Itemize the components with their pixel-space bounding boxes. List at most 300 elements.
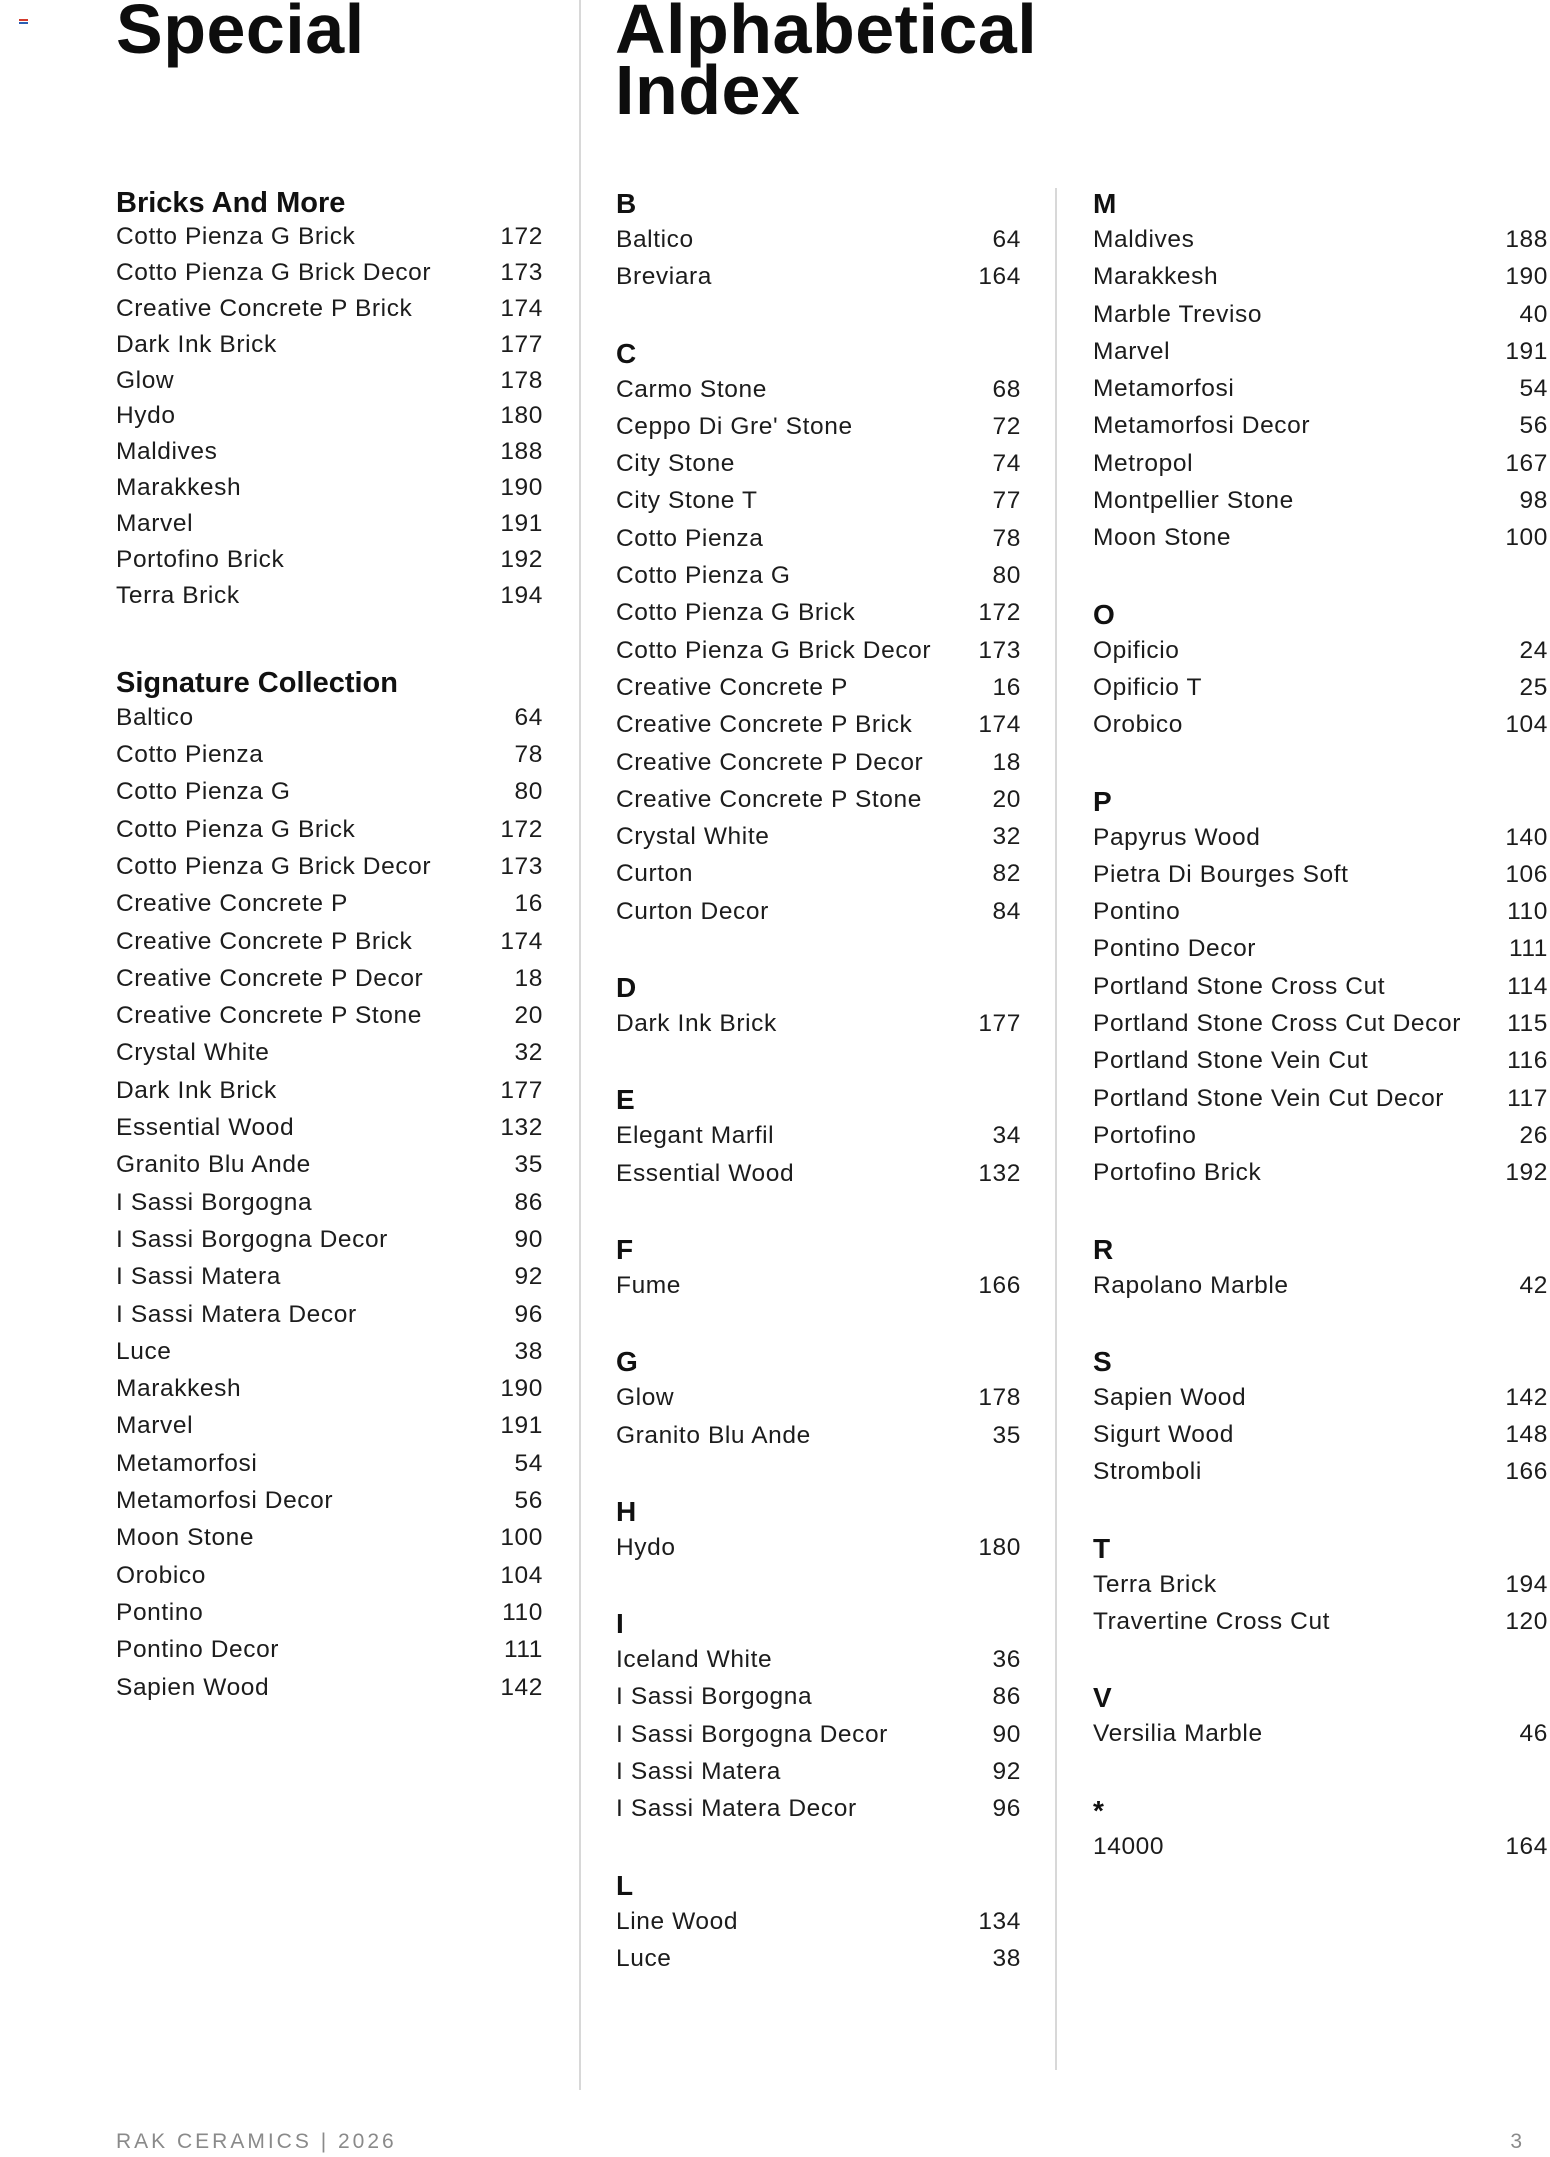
index-column-m-star bbox=[1093, 187, 1548, 1865]
entry-page: 110 bbox=[1507, 898, 1548, 926]
index-entry bbox=[116, 327, 543, 363]
entry-name: Cotto Pienza G bbox=[116, 778, 291, 806]
entry-page: 56 bbox=[1519, 412, 1548, 440]
entry-name: Pietra Di Bourges Soft bbox=[1093, 860, 1349, 888]
entry-name: Elegant Marfil bbox=[616, 1122, 775, 1150]
entry-page: 92 bbox=[514, 1263, 543, 1291]
entry-name: Essential Wood bbox=[116, 1114, 295, 1142]
entry-name: Curton Decor bbox=[616, 897, 769, 925]
index-entry bbox=[116, 1146, 543, 1183]
index-entry bbox=[1093, 1154, 1548, 1191]
entry-name: Papyrus Wood bbox=[1093, 823, 1261, 851]
title-line-1: Alphabetical bbox=[615, 0, 1038, 68]
letter-heading: O bbox=[1093, 598, 1115, 630]
index-entry bbox=[1093, 333, 1548, 370]
menu-icon bbox=[19, 19, 28, 25]
entry-page: 104 bbox=[500, 1561, 543, 1589]
index-entry bbox=[1093, 1715, 1548, 1752]
index-entry bbox=[116, 291, 543, 327]
entry-page: 96 bbox=[992, 1795, 1021, 1823]
entry-name: Opificio bbox=[1093, 636, 1180, 664]
index-entry bbox=[616, 221, 1021, 258]
index-entry bbox=[1093, 1603, 1548, 1640]
entry-name: I Sassi Borgogna Decor bbox=[116, 1225, 388, 1253]
entry-page: 111 bbox=[1508, 935, 1548, 963]
special-title: Special bbox=[116, 0, 365, 68]
entry-name: Creative Concrete P bbox=[616, 673, 848, 701]
entry-name: Marakkesh bbox=[116, 1375, 242, 1403]
special-column bbox=[116, 187, 543, 1706]
letter-heading: L bbox=[616, 1869, 634, 1901]
entry-name: Orobico bbox=[1093, 711, 1183, 739]
entry-page: 18 bbox=[992, 748, 1021, 776]
index-entry bbox=[616, 1903, 1021, 1940]
entry-name: Pontino bbox=[116, 1598, 204, 1626]
footer-brand: RAK CERAMICS | 2026 bbox=[116, 2130, 397, 2153]
entry-page: 188 bbox=[1505, 226, 1548, 253]
letter-heading: M bbox=[1093, 188, 1117, 219]
index-entry bbox=[1093, 1267, 1548, 1304]
entry-page: 42 bbox=[1519, 1271, 1548, 1299]
entry-name: Metropol bbox=[1093, 449, 1194, 477]
entry-name: Maldives bbox=[116, 438, 218, 466]
index-entry bbox=[616, 1417, 1021, 1454]
index-entry bbox=[1093, 893, 1548, 930]
entry-page: 100 bbox=[500, 1524, 543, 1552]
entry-name: Cotto Pienza G Brick bbox=[616, 599, 856, 627]
entry-page: 78 bbox=[992, 524, 1021, 552]
index-entry bbox=[116, 255, 543, 291]
entry-name: Dark Ink Brick bbox=[116, 330, 277, 358]
entry-name: Carmo Stone bbox=[616, 375, 767, 403]
entry-name: Sigurt Wood bbox=[1093, 1421, 1234, 1449]
entry-page: 173 bbox=[500, 258, 543, 286]
entry-name: Cotto Pienza G Brick bbox=[116, 815, 356, 843]
entry-name: 14000 bbox=[1093, 1832, 1165, 1860]
entry-page: 35 bbox=[514, 1151, 543, 1179]
entry-page: 84 bbox=[992, 897, 1021, 925]
entry-name: Marvel bbox=[116, 510, 194, 538]
index-entry bbox=[616, 781, 1021, 818]
entry-page: 90 bbox=[992, 1720, 1021, 1748]
entry-page: 16 bbox=[514, 890, 543, 918]
entry-name: Marble Treviso bbox=[1093, 300, 1263, 328]
title-line-2: Index bbox=[615, 51, 801, 129]
index-entry bbox=[1093, 856, 1548, 893]
entry-page: 38 bbox=[992, 1944, 1021, 1972]
entry-name: Metamorfosi bbox=[1093, 375, 1235, 403]
index-entry bbox=[116, 1221, 543, 1258]
index-entry bbox=[116, 1631, 543, 1668]
index-entry bbox=[116, 997, 543, 1034]
entry-page: 115 bbox=[1507, 1010, 1548, 1038]
index-entry bbox=[1093, 1117, 1548, 1154]
entry-page: 32 bbox=[992, 823, 1021, 851]
letter-heading: V bbox=[1093, 1682, 1112, 1714]
entry-page: 86 bbox=[992, 1683, 1021, 1711]
entry-page: 117 bbox=[1507, 1084, 1548, 1112]
entry-page: 174 bbox=[500, 294, 543, 322]
index-entry bbox=[1093, 1453, 1548, 1490]
entry-name: City Stone T bbox=[616, 487, 758, 515]
entry-page: 82 bbox=[992, 860, 1021, 888]
entry-name: I Sassi Borgogna bbox=[116, 1188, 313, 1216]
entry-name: Line Wood bbox=[616, 1907, 739, 1935]
entry-page: 38 bbox=[514, 1337, 543, 1365]
entry-page: 16 bbox=[992, 673, 1021, 701]
entry-page: 25 bbox=[1519, 673, 1548, 701]
entry-page: 54 bbox=[514, 1449, 543, 1477]
entry-page: 164 bbox=[1505, 1832, 1548, 1860]
entry-page: 34 bbox=[992, 1122, 1021, 1150]
index-entry bbox=[116, 1072, 543, 1109]
index-entry bbox=[616, 371, 1021, 408]
index-entry bbox=[616, 818, 1021, 855]
entry-page: 173 bbox=[978, 636, 1021, 664]
index-entry bbox=[1093, 482, 1548, 519]
entry-name: Crystal White bbox=[616, 823, 770, 851]
letter-heading: P bbox=[1093, 785, 1112, 817]
entry-name: Travertine Cross Cut bbox=[1093, 1608, 1331, 1636]
entry-page: 86 bbox=[514, 1188, 543, 1216]
entry-page: 167 bbox=[1505, 449, 1548, 477]
letter-heading: G bbox=[616, 1346, 638, 1378]
entry-page: 166 bbox=[978, 1271, 1021, 1299]
entry-name: Portofino Brick bbox=[1093, 1159, 1262, 1187]
letter-heading: H bbox=[616, 1495, 637, 1527]
entry-page: 18 bbox=[514, 964, 543, 992]
entry-name: Luce bbox=[116, 1337, 172, 1365]
index-entry bbox=[616, 1267, 1021, 1304]
entry-page: 26 bbox=[1519, 1121, 1548, 1149]
index-entry bbox=[1093, 519, 1548, 556]
entry-page: 190 bbox=[500, 474, 543, 502]
entry-page: 174 bbox=[500, 927, 543, 955]
entry-page: 104 bbox=[1505, 711, 1548, 739]
entry-page: 172 bbox=[978, 599, 1021, 627]
entry-page: 110 bbox=[502, 1598, 543, 1626]
index-entry bbox=[616, 1379, 1021, 1416]
index-entry bbox=[116, 1445, 543, 1482]
entry-page: 142 bbox=[500, 1673, 543, 1701]
entry-name: Pontino Decor bbox=[116, 1636, 280, 1664]
entry-page: 166 bbox=[1505, 1458, 1548, 1486]
index-entry bbox=[1093, 407, 1548, 444]
entry-page: 32 bbox=[514, 1039, 543, 1067]
entry-page: 177 bbox=[500, 330, 543, 358]
entry-page: 40 bbox=[1519, 300, 1548, 328]
index-entry bbox=[1093, 632, 1548, 669]
letter-heading: I bbox=[616, 1608, 624, 1640]
entry-page: 148 bbox=[1505, 1421, 1548, 1449]
entry-name: Fume bbox=[616, 1271, 682, 1299]
index-entry bbox=[616, 1641, 1021, 1678]
entry-name: Glow bbox=[616, 1384, 675, 1412]
index-entry bbox=[1093, 968, 1548, 1005]
entry-page: 164 bbox=[978, 263, 1021, 291]
index-entry bbox=[116, 578, 543, 614]
section-heading: Bricks And More bbox=[116, 187, 346, 219]
entry-name: Curton bbox=[616, 860, 694, 888]
entry-name: Iceland White bbox=[616, 1646, 773, 1674]
index-entry bbox=[116, 811, 543, 848]
entry-name: City Stone bbox=[616, 450, 736, 478]
index-entry bbox=[616, 855, 1021, 892]
entry-name: Hydo bbox=[616, 1533, 676, 1561]
index-entry bbox=[116, 1296, 543, 1333]
entry-page: 172 bbox=[500, 223, 543, 250]
entry-name: Marakkesh bbox=[1093, 263, 1219, 291]
index-entry bbox=[1093, 370, 1548, 407]
entry-name: Cotto Pienza G Brick Decor bbox=[116, 852, 432, 880]
entry-page: 116 bbox=[1507, 1047, 1548, 1075]
index-entry bbox=[116, 848, 543, 885]
entry-name: Maldives bbox=[1093, 226, 1195, 253]
index-entry bbox=[116, 398, 543, 434]
entry-name: Creative Concrete P Decor bbox=[116, 964, 424, 992]
entry-name: Creative Concrete P Brick bbox=[616, 711, 913, 739]
index-entry bbox=[616, 1005, 1021, 1042]
entry-page: 24 bbox=[1519, 636, 1548, 664]
entry-page: 20 bbox=[514, 1002, 543, 1030]
entry-name: Metamorfosi bbox=[116, 1449, 258, 1477]
index-column-b-l bbox=[616, 187, 1021, 1977]
entry-page: 174 bbox=[978, 711, 1021, 739]
entry-page: 190 bbox=[500, 1375, 543, 1403]
index-entry bbox=[616, 594, 1021, 631]
entry-name: Granito Blu Ande bbox=[116, 1151, 311, 1179]
entry-page: 177 bbox=[500, 1076, 543, 1104]
index-entry bbox=[116, 542, 543, 578]
entry-name: Sapien Wood bbox=[1093, 1383, 1247, 1411]
entry-name: Terra Brick bbox=[116, 581, 240, 609]
letter-heading: E bbox=[616, 1084, 635, 1116]
index-entry bbox=[1093, 706, 1548, 743]
entry-name: Creative Concrete P Brick bbox=[116, 294, 413, 322]
entry-page: 111 bbox=[503, 1636, 543, 1664]
index-entry bbox=[116, 1557, 543, 1594]
entry-page: 140 bbox=[1505, 823, 1548, 851]
index-entry bbox=[1093, 819, 1548, 856]
entry-page: 56 bbox=[514, 1487, 543, 1515]
entry-name: Creative Concrete P Stone bbox=[616, 785, 922, 813]
index-entry bbox=[116, 1109, 543, 1146]
entry-name: Portland Stone Vein Cut bbox=[1093, 1047, 1369, 1075]
entry-name: Creative Concrete P Stone bbox=[116, 1002, 422, 1030]
entry-name: Marvel bbox=[116, 1412, 194, 1440]
entry-page: 194 bbox=[1505, 1570, 1548, 1598]
index-entry bbox=[1093, 445, 1548, 482]
entry-page: 64 bbox=[514, 703, 543, 731]
entry-page: 54 bbox=[1519, 375, 1548, 403]
index-entry bbox=[116, 1184, 543, 1221]
entry-name: I Sassi Matera Decor bbox=[116, 1300, 357, 1328]
entry-name: Glow bbox=[116, 366, 175, 394]
index-entry bbox=[116, 1407, 543, 1444]
index-entry bbox=[116, 1333, 543, 1370]
entry-name: I Sassi Matera Decor bbox=[616, 1795, 857, 1823]
index-entry bbox=[616, 1678, 1021, 1715]
index-entry bbox=[616, 1155, 1021, 1192]
entry-name: Stromboli bbox=[1093, 1458, 1202, 1486]
index-entry bbox=[116, 885, 543, 922]
entry-name: Dark Ink Brick bbox=[116, 1076, 277, 1104]
entry-page: 178 bbox=[978, 1384, 1021, 1412]
entry-page: 132 bbox=[978, 1159, 1021, 1187]
entry-name: Cotto Pienza bbox=[116, 741, 264, 769]
index-entry bbox=[116, 1669, 543, 1706]
entry-name: I Sassi Borgogna bbox=[616, 1683, 813, 1711]
entry-name: Cotto Pienza G Brick Decor bbox=[616, 636, 932, 664]
entry-page: 100 bbox=[1505, 524, 1548, 552]
index-entry bbox=[616, 258, 1021, 295]
index-entry bbox=[116, 1482, 543, 1519]
alphabetical-index-title bbox=[615, 0, 1095, 129]
index-entry bbox=[616, 1716, 1021, 1753]
entry-page: 173 bbox=[500, 852, 543, 880]
entry-page: 191 bbox=[1505, 337, 1548, 365]
entry-page: 191 bbox=[500, 1412, 543, 1440]
index-entry bbox=[116, 434, 543, 470]
entry-name: Metamorfosi Decor bbox=[116, 1487, 334, 1515]
entry-name: Breviara bbox=[616, 263, 713, 291]
letter-heading: * bbox=[1093, 1794, 1104, 1826]
entry-name: Portofino Brick bbox=[116, 546, 285, 574]
entry-name: Moon Stone bbox=[1093, 524, 1232, 552]
entry-name: Marakkesh bbox=[116, 474, 242, 502]
entry-name: Dark Ink Brick bbox=[616, 1010, 777, 1038]
column-divider bbox=[1055, 188, 1057, 2070]
entry-name: Crystal White bbox=[116, 1039, 270, 1067]
index-entry bbox=[116, 960, 543, 997]
entry-page: 90 bbox=[514, 1225, 543, 1253]
index-entry bbox=[116, 736, 543, 773]
letter-heading: R bbox=[1093, 1233, 1114, 1265]
index-entry bbox=[616, 445, 1021, 482]
index-entry bbox=[1093, 1566, 1548, 1603]
entry-page: 74 bbox=[992, 450, 1021, 478]
index-entry bbox=[116, 1594, 543, 1631]
index-entry bbox=[616, 1753, 1021, 1790]
index-entry bbox=[616, 1790, 1021, 1827]
entry-page: 96 bbox=[514, 1300, 543, 1328]
entry-name: Pontino Decor bbox=[1093, 935, 1257, 963]
entry-page: 35 bbox=[992, 1421, 1021, 1449]
index-entry bbox=[1093, 1828, 1548, 1865]
index-entry bbox=[116, 1258, 543, 1295]
index-entry bbox=[616, 557, 1021, 594]
entry-page: 142 bbox=[1505, 1383, 1548, 1411]
index-entry bbox=[116, 506, 543, 542]
entry-page: 120 bbox=[1505, 1608, 1548, 1636]
entry-page: 92 bbox=[992, 1758, 1021, 1786]
letter-heading: C bbox=[616, 337, 637, 369]
section-heading: Signature Collection bbox=[116, 666, 398, 699]
entry-page: 190 bbox=[1505, 263, 1548, 291]
entry-name: Opificio T bbox=[1093, 673, 1203, 701]
entry-name: Luce bbox=[616, 1944, 672, 1972]
entry-page: 78 bbox=[514, 741, 543, 769]
entry-name: Marvel bbox=[1093, 337, 1171, 365]
entry-page: 106 bbox=[1505, 860, 1548, 888]
letter-heading: S bbox=[1093, 1345, 1112, 1377]
entry-name: Granito Blu Ande bbox=[616, 1421, 811, 1449]
index-entry bbox=[616, 482, 1021, 519]
entry-page: 194 bbox=[500, 581, 543, 609]
entry-name: I Sassi Matera bbox=[116, 1263, 281, 1291]
entry-name: Terra Brick bbox=[1093, 1570, 1217, 1598]
entry-name: Cotto Pienza G Brick bbox=[116, 223, 356, 250]
index-entry bbox=[616, 1940, 1021, 1977]
entry-page: 46 bbox=[1519, 1720, 1548, 1748]
entry-name: Rapolano Marble bbox=[1093, 1271, 1289, 1299]
index-entry bbox=[1093, 1042, 1548, 1079]
entry-page: 72 bbox=[992, 412, 1021, 440]
entry-page: 177 bbox=[978, 1010, 1021, 1038]
entry-page: 172 bbox=[500, 815, 543, 843]
index-entry bbox=[616, 520, 1021, 557]
entry-name: Hydo bbox=[116, 402, 176, 430]
index-entry bbox=[1093, 296, 1548, 333]
entry-name: Orobico bbox=[116, 1561, 206, 1589]
entry-page: 64 bbox=[992, 226, 1021, 253]
index-entry bbox=[1093, 1005, 1548, 1042]
index-entry bbox=[616, 706, 1021, 743]
index-entry bbox=[1093, 221, 1548, 258]
entry-page: 80 bbox=[992, 562, 1021, 590]
index-entry bbox=[616, 669, 1021, 706]
entry-name: Cotto Pienza bbox=[616, 524, 764, 552]
entry-name: Versilia Marble bbox=[1093, 1720, 1263, 1748]
entry-page: 98 bbox=[1519, 487, 1548, 515]
letter-heading: F bbox=[616, 1233, 634, 1265]
entry-name: Baltico bbox=[116, 703, 194, 731]
index-entry bbox=[116, 470, 543, 506]
index-entry bbox=[116, 923, 543, 960]
entry-page: 180 bbox=[978, 1533, 1021, 1561]
entry-name: Creative Concrete P bbox=[116, 890, 348, 918]
entry-name: Ceppo Di Gre' Stone bbox=[616, 412, 853, 440]
index-entry bbox=[616, 408, 1021, 445]
entry-name: Creative Concrete P Brick bbox=[116, 927, 413, 955]
entry-page: 36 bbox=[992, 1646, 1021, 1674]
entry-page: 188 bbox=[500, 438, 543, 466]
index-entry bbox=[116, 363, 543, 399]
index-entry bbox=[616, 632, 1021, 669]
letter-heading: D bbox=[616, 972, 637, 1004]
entry-name: Montpellier Stone bbox=[1093, 487, 1294, 515]
index-entry bbox=[616, 1529, 1021, 1566]
index-entry bbox=[1093, 930, 1548, 967]
letter-heading: T bbox=[1093, 1532, 1111, 1564]
entry-page: 180 bbox=[500, 402, 543, 430]
entry-name: Portland Stone Cross Cut bbox=[1093, 972, 1386, 1000]
entry-page: 132 bbox=[500, 1114, 543, 1142]
entry-page: 20 bbox=[992, 785, 1021, 813]
entry-page: 80 bbox=[514, 778, 543, 806]
index-entry bbox=[1093, 1416, 1548, 1453]
index-entry bbox=[1093, 669, 1548, 706]
entry-name: Pontino bbox=[1093, 898, 1181, 926]
index-entry bbox=[1093, 258, 1548, 295]
entry-name: Baltico bbox=[616, 226, 694, 253]
index-entry bbox=[616, 1117, 1021, 1154]
index-entry bbox=[1093, 1080, 1548, 1117]
index-entry bbox=[116, 1519, 543, 1556]
entry-page: 114 bbox=[1507, 972, 1548, 1000]
index-entry bbox=[116, 773, 543, 810]
entry-name: Metamorfosi Decor bbox=[1093, 412, 1311, 440]
